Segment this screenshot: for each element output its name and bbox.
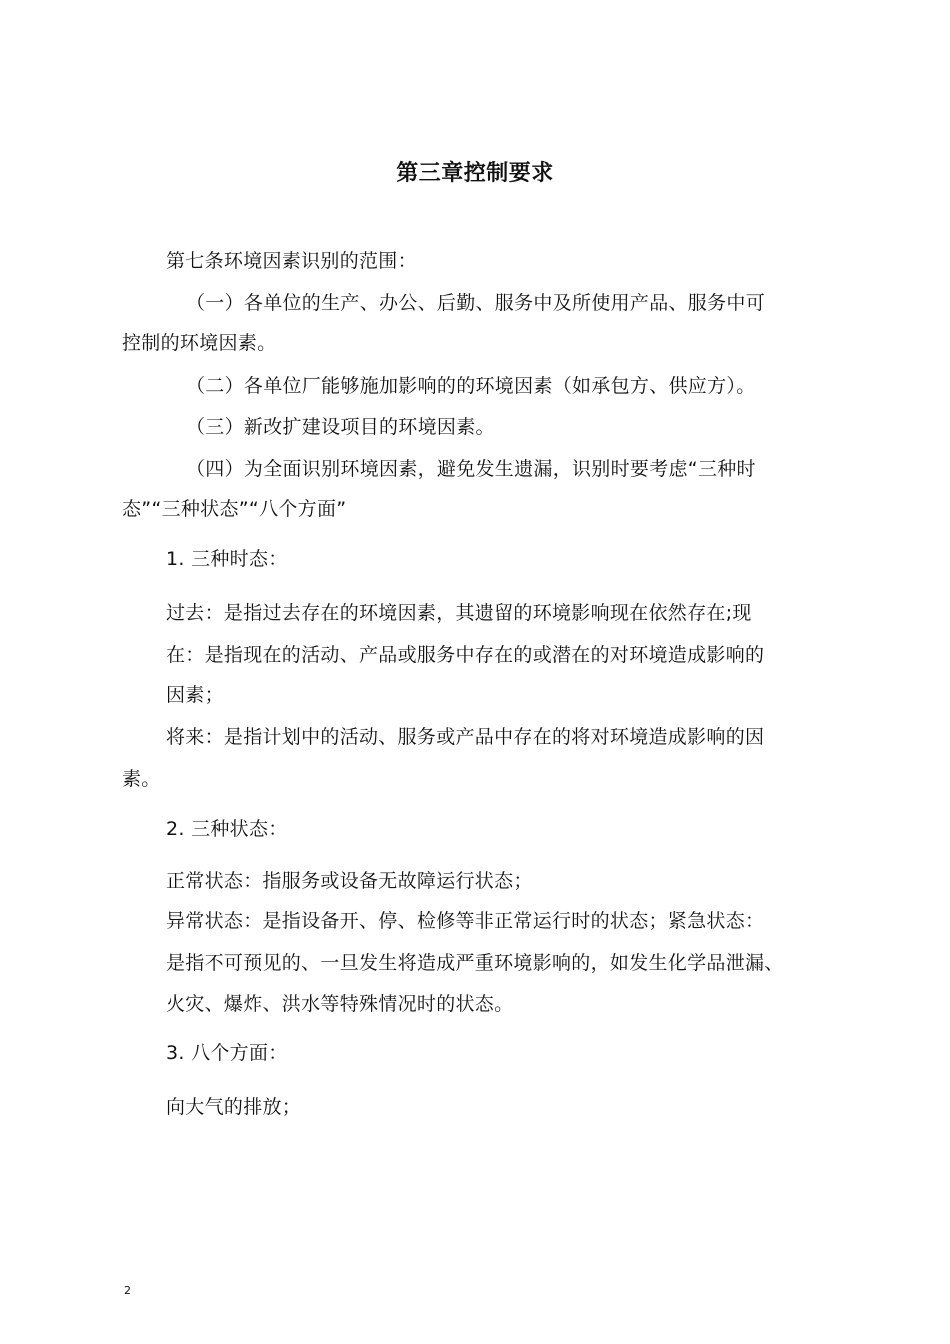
present-line-2: 因素；: [166, 684, 224, 706]
item-4-line-2: 态”“三种状态”“八个方面”: [122, 498, 347, 520]
item-2: （二）各单位厂能够施加影响的的环境因素（如承包方、供应方）。: [186, 375, 756, 397]
item-1-line-1: （一）各单位的生产、办公、后勤、服务中及所使用产品、服务中可: [186, 292, 766, 314]
article-7-title: 第七条环境因素识别的范围：: [166, 250, 417, 272]
emergency-state-line-2: 是指不可预见的、一旦发生将造成严重环境影响的，如发生化学品泄漏、: [166, 952, 784, 974]
item-4-line-1: （四）为全面识别环境因素，避免发生遗漏，识别时要考虑“三种时: [186, 458, 756, 480]
future-line-1: 将来：是指计划中的活动、服务或产品中存在的将对环境造成影响的因: [166, 726, 765, 748]
subsection-1-title: 1. 三种时态：: [166, 548, 288, 570]
future-line-2: 素。: [122, 768, 161, 790]
page-number: 2: [124, 1284, 131, 1297]
past-line-1: 过去：是指过去存在的环境因素，其遗留的环境影响现在依然存在;现: [166, 602, 752, 624]
emergency-state-line-3: 火灾、爆炸、洪水等特殊情况时的状态。: [166, 993, 514, 1015]
item-1-line-2: 控制的环境因素。: [122, 332, 277, 354]
abnormal-state-line-1: 异常状态：是指设备开、停、检修等非正常运行时的状态；紧急状态：: [166, 910, 765, 932]
chapter-title: 第三章控制要求: [396, 161, 554, 186]
subsection-2-title: 2. 三种状态：: [166, 818, 288, 840]
present-line-1: 在：是指现在的活动、产品或服务中存在的或潜在的对环境造成影响的: [166, 644, 765, 666]
normal-state: 正常状态：指服务或设备无故障运行状态；: [166, 870, 533, 892]
item-3: （三）新改扩建设项目的环境因素。: [186, 416, 495, 438]
subsection-3-title: 3. 八个方面：: [166, 1042, 288, 1064]
aspect-1: 向大气的排放；: [166, 1096, 302, 1118]
